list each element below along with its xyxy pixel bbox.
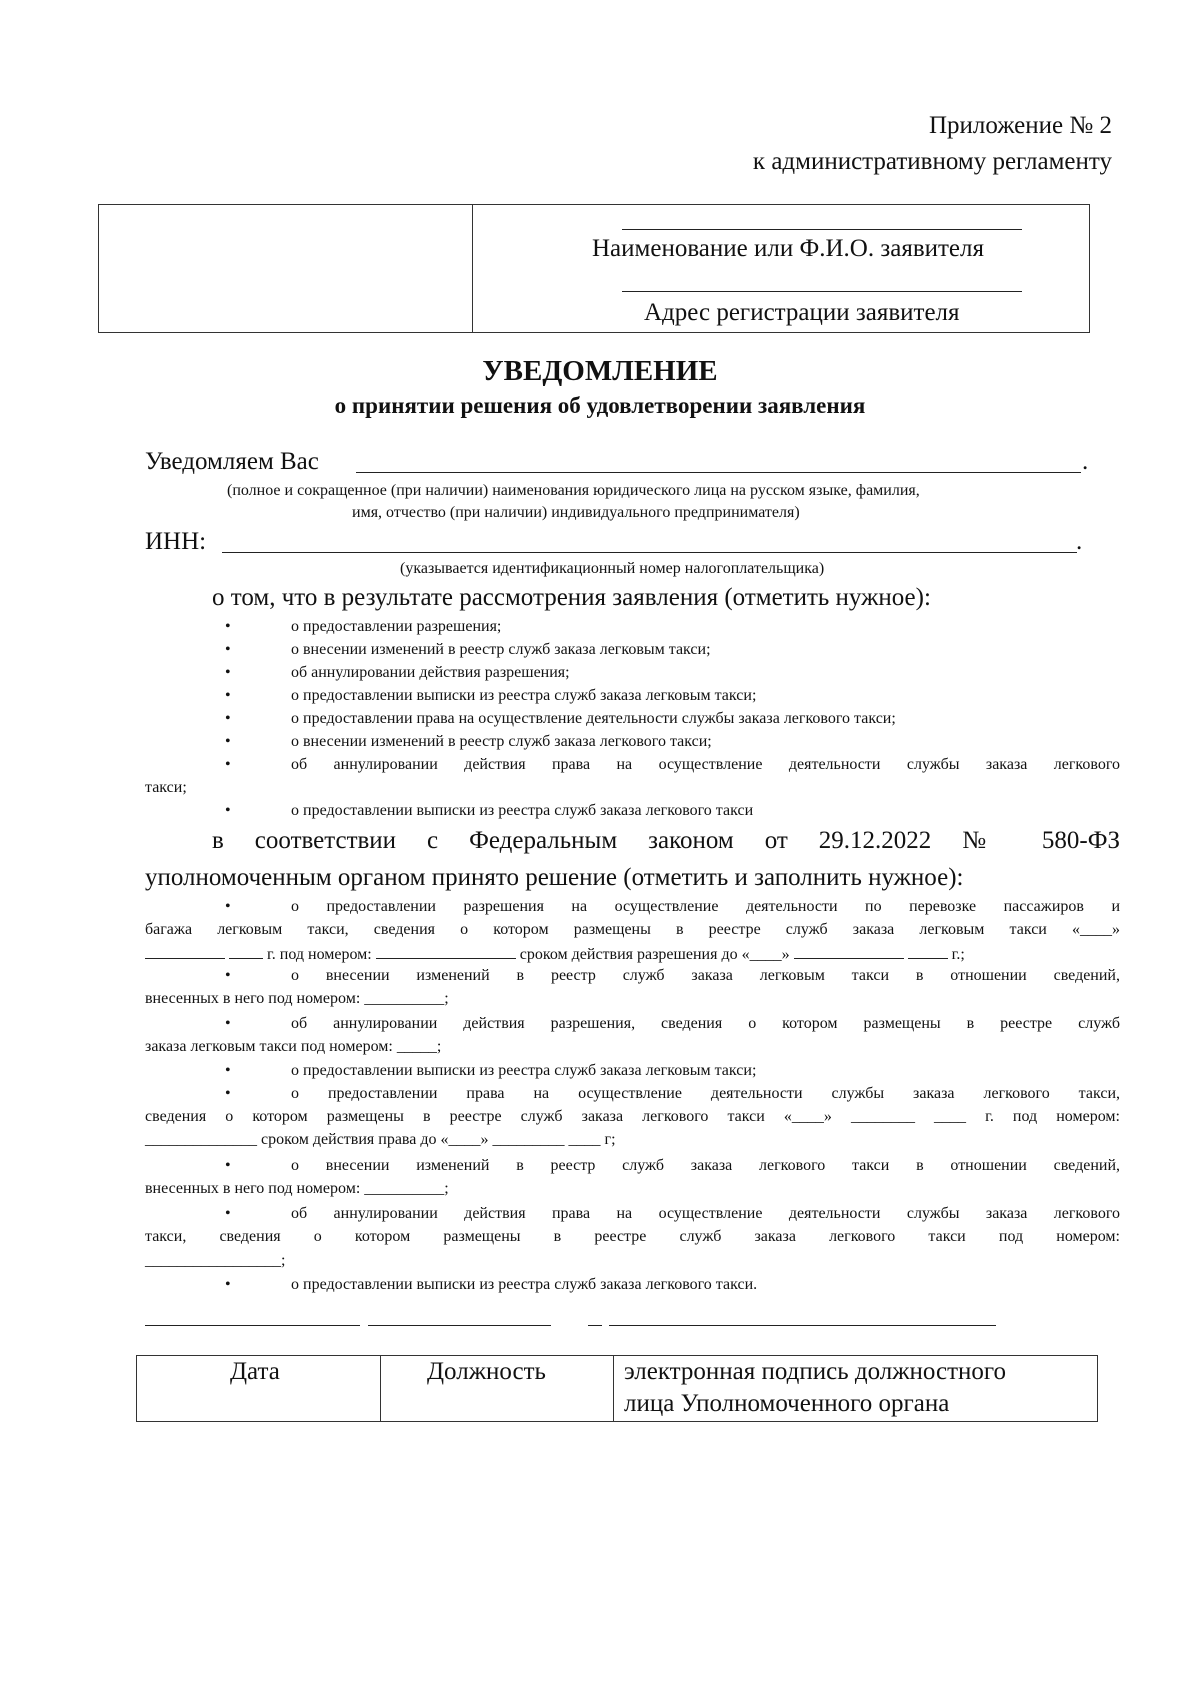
decision-item-text: заказа легковым такси под номером: _____; xyxy=(145,1038,442,1055)
decision-item-text: багажа легковым такси, сведения о котором размещены в реестре служб заказа легковым такси «____» xyxy=(145,921,1120,938)
result-item[interactable]: • о предоставлении выписки из реестра служб заказа легкового такси xyxy=(291,802,753,820)
document-title: УВЕДОМЛЕНИЕ xyxy=(482,355,718,387)
result-item[interactable]: • о предоставлении разрешения; xyxy=(291,618,501,636)
decision-item-text: внесенных в него под номером: __________; xyxy=(145,1180,449,1197)
decision-term-label: сроком действия разрешения до «____» xyxy=(519,946,790,963)
applicant-name-line[interactable] xyxy=(622,229,1022,230)
decision-item[interactable]: • о внесении изменений в реестр служб заказа легковым такси в отношении сведений, xyxy=(291,967,1120,985)
signature-dash xyxy=(588,1325,602,1326)
decision-year-suffix: г.; xyxy=(951,946,965,963)
signature-position-cell xyxy=(381,1356,614,1421)
term-year-blank[interactable] xyxy=(908,944,948,959)
applicant-box xyxy=(98,204,1090,333)
signature-table xyxy=(136,1355,1098,1422)
inn-label: ИНН: xyxy=(145,528,207,555)
regulation-label: к административному регламенту xyxy=(752,148,1112,175)
decision-item[interactable]: • о предоставлении разрешения на осуществление деятельности по перевозке пассажиров и xyxy=(291,898,1120,916)
applicant-box-divider xyxy=(472,205,473,332)
decision-item-text: сведения о котором размещены в реестре служб заказа легкового такси «____» ________ ____ г. под номером: xyxy=(145,1108,1120,1125)
result-item[interactable]: • о внесении изменений в реестр служб заказа легковым такси; xyxy=(291,641,711,659)
decision-item-text: такси, сведения о котором размещены в реестре служб заказа легкового такси под номером: xyxy=(145,1228,1120,1245)
signature-position-line[interactable] xyxy=(368,1325,551,1326)
document-subtitle: о принятии решения об удовлетворении заявления xyxy=(334,393,866,418)
result-item[interactable]: • об аннулировании действия права на осуществление деятельности службы заказа легкового xyxy=(291,756,1120,774)
result-item[interactable]: • об аннулировании действия разрешения; xyxy=(291,664,570,682)
result-item[interactable]: • о внесении изменений в реестр служб заказа легкового такси; xyxy=(291,733,712,751)
year-blank[interactable] xyxy=(229,944,263,959)
inn-period: . xyxy=(1076,528,1083,555)
decision-item-text: _________________; xyxy=(145,1252,286,1269)
notify-hint-1: (полное и сокращенное (при наличии) наименования юридического лица на русском языке, фамилия, xyxy=(227,482,920,499)
date-blank[interactable] xyxy=(145,944,225,959)
result-item-continuation: такси; xyxy=(145,779,187,796)
decision-item[interactable]: • о предоставлении выписки из реестра служб заказа легкового такси. xyxy=(291,1276,757,1294)
result-item[interactable]: • о предоставлении права на осуществление деятельности службы заказа легкового такси; xyxy=(291,710,896,728)
decision-item-text: внесенных в него под номером: __________; xyxy=(145,990,449,1007)
applicant-address-label: Адрес регистрации заявителя xyxy=(644,299,960,326)
signature-date-cell xyxy=(137,1356,381,1421)
decision-item[interactable]: • о предоставлении выписки из реестра служб заказа легковым такси; xyxy=(291,1062,756,1080)
decision-item[interactable]: • об аннулировании действия разрешения, сведения о котором размещены в реестре служб xyxy=(291,1015,1120,1033)
decision-item-text: ______________ сроком действия права до «____» _________ ____ г; xyxy=(145,1131,616,1148)
term-date-blank[interactable] xyxy=(794,944,904,959)
result-item[interactable]: • о предоставлении выписки из реестра служб заказа легковым такси; xyxy=(291,687,756,705)
notify-label: Уведомляем Вас xyxy=(145,448,319,475)
signature-esign-line[interactable] xyxy=(609,1325,996,1326)
appendix-label: Приложение № 2 xyxy=(928,112,1112,139)
inn-hint: (указывается идентификационный номер налогоплательщика) xyxy=(400,560,825,577)
applicant-address-line[interactable] xyxy=(622,291,1022,292)
signature-esign-label-2: лица Уполномоченного органа xyxy=(624,1390,950,1417)
decision-intro-2: уполномоченным органом принято решение (отметить и заполнить нужное): xyxy=(145,864,964,891)
decision-item-text xyxy=(145,944,965,964)
notify-period: . xyxy=(1082,448,1089,475)
signature-date-line[interactable] xyxy=(145,1325,360,1326)
number-blank[interactable] xyxy=(376,944,516,959)
applicant-name-label: Наименование или Ф.И.О. заявителя xyxy=(592,235,984,262)
decision-item[interactable]: • о предоставлении права на осуществление деятельности службы заказа легкового такси, xyxy=(291,1085,1120,1103)
signature-date-label: Дата xyxy=(230,1358,280,1385)
result-intro: о том, что в результате рассмотрения заявления (отметить нужное): xyxy=(212,584,931,611)
notify-recipient-line[interactable] xyxy=(356,472,1081,473)
decision-item[interactable]: • об аннулировании действия права на осуществление деятельности службы заказа легкового xyxy=(291,1205,1120,1223)
inn-line[interactable] xyxy=(222,552,1077,553)
notify-hint-2: имя, отчество (при наличии) индивидуального предпринимателя) xyxy=(352,504,800,521)
decision-intro-1: в соответствии с Федеральным законом от 29.12.2022 № 580-ФЗ xyxy=(212,827,1120,854)
signature-position-label: Должность xyxy=(427,1358,546,1385)
signature-esign-cell xyxy=(614,1356,1096,1421)
decision-item[interactable]: • о внесении изменений в реестр служб заказа легкового такси в отношении сведений, xyxy=(291,1157,1120,1175)
decision-number-label: г. под номером: xyxy=(267,946,372,963)
signature-esign-label-1: электронная подпись должностного xyxy=(624,1358,1007,1385)
